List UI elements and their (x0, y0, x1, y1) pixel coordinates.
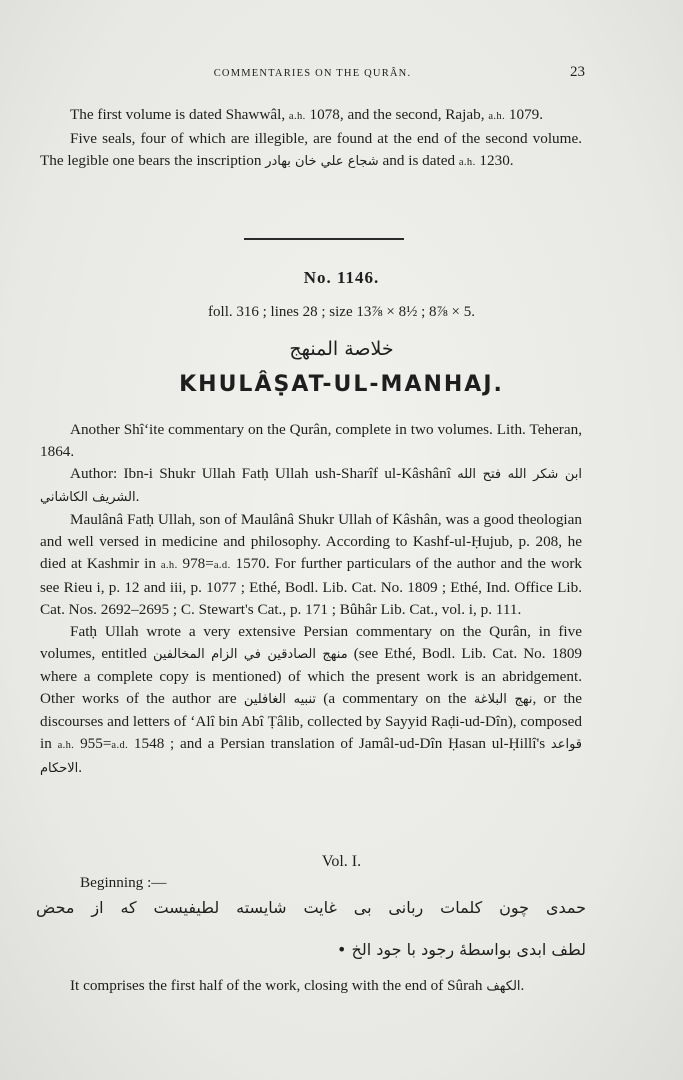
text-run: Author: Ibn-i Shukr Ullah Fatḥ Ullah ush-Sharîf ul-Kâshânî (70, 465, 458, 482)
entry-title: KHULÂṢAT-UL-MANHAJ. (179, 372, 504, 397)
text-run: Shawwâl, (225, 106, 289, 123)
paragraph-description: Another Shî‘ite commentary on the Qurân, complete in two volumes. Lith. Teheran, 1864. (40, 421, 582, 460)
page-number: 23 (570, 64, 585, 80)
entry-description (40, 419, 582, 780)
era-abbrev: a.h. (458, 157, 476, 168)
text-run: 955= (74, 735, 112, 752)
incipit-line-2: لطف ابدی بواسطهٔ رجود با جود الخ • (337, 940, 586, 959)
arabic-surah-name: الكهف (486, 979, 521, 994)
text-run: Fatḥ Ullah wrote a very extensive Persian commentary on the Qurân, in five volumes, entitled (40, 623, 582, 662)
era-abbrev: a.h. (57, 740, 75, 751)
text-run: . (520, 977, 525, 994)
text-run: , or the discourses and letters of ‘Alî bin Abî Ṭâlib, collected by Sayyid Raḍi-ud-Dîn), composed in (40, 690, 582, 752)
text-run: Five seals, four of which are illegible, are found at the end of the second volume. The legible one bears the inscription (40, 130, 582, 169)
previous-entry-text (40, 104, 582, 174)
text-run: 1548 ; and a Persian translation of Jamâl-ud-Dîn Ḥasan ul-Ḥillî's (128, 735, 551, 752)
text-run: . (78, 759, 83, 776)
paragraph-biography (40, 509, 582, 621)
text-run: . (135, 488, 140, 505)
era-abbrev: a.h. (288, 111, 306, 122)
section-divider (244, 238, 404, 240)
era-abbrev: a.d. (111, 740, 129, 751)
paragraph-seals (40, 128, 582, 174)
closing-text (40, 975, 582, 998)
arabic-title: خلاصة المنهج (289, 338, 394, 360)
text-run: It comprises the first half of the work, closing with the end of Sûrah (70, 977, 487, 994)
paragraph-works (40, 621, 582, 780)
arabic-work-title: منهج الصادقين في الزام المخالفين (152, 647, 348, 662)
paragraph-dates (40, 104, 582, 128)
text-run: 978= (177, 555, 214, 572)
text-run: (see Ethé, Bodl. Lib. Cat. No. 1809 where a complete copy is mentioned) of which the present work is an abridgement. Other works of the author are (40, 645, 583, 707)
arabic-author-name: ابن شكر الله فتح الله الشريف الكاشاني (40, 467, 582, 505)
text-run: Maulânâ Fatḥ Ullah, son of Maulânâ Shukr Ullah of Kâshân, was a good theologian and well versed in medicine and philosophy. According to Kashf-ul-Ḥujub, p. 208, he died at Kashmir in (40, 511, 582, 572)
paragraph-author (40, 463, 582, 509)
entry-number: No. 1146. (303, 268, 380, 287)
arabic-inscription: شجاع علي خان بهادر (265, 154, 379, 169)
text-run: and is dated (378, 152, 459, 169)
arabic-work-title: تنبيه الغافلين (243, 692, 316, 707)
era-abbrev: a.h. (160, 560, 178, 571)
text-run: (a commentary on the (316, 690, 474, 707)
text-run: 1078, and the second, Rajab, (305, 106, 489, 123)
paragraph-closing (40, 975, 582, 998)
text-run: 1570. For further particulars of the author and the work see Rieu i, p. 12 and iii, p. 1077 ; Ethé, Bodl. Lib. Cat. No. 1809 ; Ethé, Ind. Office Lib. Cat. Nos. 2692–2695 ; C. Stewart's Cat., p. 171 ; Bûhâr Lib. Cat., vol. i, p. 111. (40, 555, 582, 618)
incipit-line-1: حمدی چون کلمات ربانی بی غایت شایسته لطیفیست که از محض (36, 898, 586, 917)
arabic-work-title: نهج البلاغة (473, 692, 533, 707)
text-run: The first volume is dated (70, 106, 226, 123)
page-header (40, 64, 585, 84)
era-abbrev: a.h. (488, 111, 506, 122)
era-abbrev: a.d. (213, 560, 231, 571)
running-title: COMMENTARIES ON THE QURÂN. (213, 68, 412, 79)
beginning-label: Beginning :— (80, 874, 167, 891)
text-run: 1230. (475, 152, 514, 169)
volume-heading: Vol. I. (321, 853, 362, 870)
text-run: 1079. (505, 106, 544, 123)
collation-line: foll. 316 ; lines 28 ; size 13⅞ × 8½ ; 8⅞ × 5. (208, 304, 475, 320)
arabic-work-title: قواعد الاحكام (40, 737, 582, 776)
